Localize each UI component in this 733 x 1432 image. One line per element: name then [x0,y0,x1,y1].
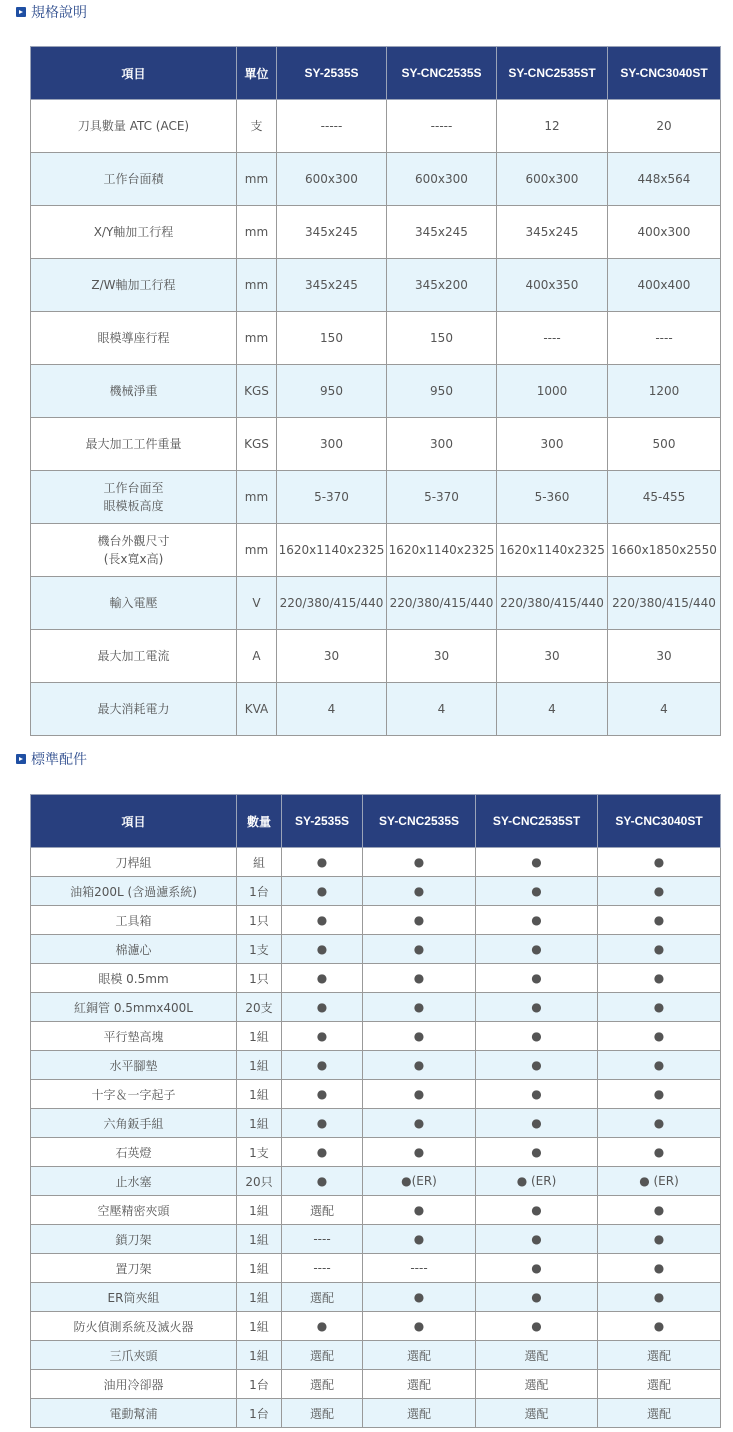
accessory-item-cell: 工具箱 [31,906,237,935]
accessory-value-cell: 選配 [598,1341,721,1370]
spec-header-unit: 單位 [237,47,277,100]
accessory-row [31,1283,721,1312]
spec-item-cell [31,206,237,259]
accessory-row [31,1312,721,1341]
accessory-value-cell: ---- [363,1254,476,1283]
accessory-value-cell: 選配 [476,1341,598,1370]
accessory-item-cell: 空壓精密夾頭 [31,1196,237,1225]
accessory-value-cell: ● [363,877,476,906]
accessory-value-cell: ● [476,1109,598,1138]
accessory-header-model: SY-CNC2535ST [476,795,598,848]
spec-value-cell: 1620x1140x2325 [387,524,497,577]
spec-value-cell: 220/380/415/440 [608,577,721,630]
accessory-value-cell: ● [282,964,363,993]
accessory-value-cell: ● [476,993,598,1022]
accessory-value-cell: ● [598,877,721,906]
accessory-header-item: 項目 [31,795,237,848]
accessory-row [31,1225,721,1254]
accessory-row [31,1370,721,1399]
spec-value-cell: 150 [277,312,387,365]
accessory-item-cell: 紅銅管 0.5mmx400L [31,993,237,1022]
accessory-value-cell: ● [363,935,476,964]
spec-value-cell: 345x245 [277,206,387,259]
accessory-value-cell: ● [363,906,476,935]
accessory-value-cell: ● [476,1080,598,1109]
spec-header-model: SY-CNC3040ST [608,47,721,100]
spec-value-cell: 345x245 [387,206,497,259]
spec-unit-cell: mm [237,259,277,312]
accessory-item-cell: 油用冷卻器 [31,1370,237,1399]
accessory-value-cell: ● [598,1051,721,1080]
spec-value-cell: 600x300 [387,153,497,206]
accessory-item-cell: 六角鈑手組 [31,1109,237,1138]
spec-item-label: 刀具數量 ATC (ACE) [77,119,190,133]
accessory-section-title-text: 標準配件 [31,752,87,768]
accessory-value-cell: ● [282,848,363,877]
spec-row [31,100,721,153]
accessory-value-cell: ● [282,1167,363,1196]
accessory-item-cell: 三爪夾頭 [31,1341,237,1370]
spec-row [31,630,721,683]
accessory-value-cell: 選配 [282,1196,363,1225]
spec-item-label: 眼模導座行程 [97,331,170,345]
spec-value-cell: 30 [277,630,387,683]
accessory-item-cell: 石英燈 [31,1138,237,1167]
spec-row [31,683,721,736]
accessory-qty-cell: 組 [237,848,282,877]
spec-value-cell: 500 [608,418,721,471]
accessory-value-cell: ● [363,1109,476,1138]
accessory-row [31,1196,721,1225]
accessory-value-cell: 選配 [363,1399,476,1428]
spec-value-cell: 345x245 [277,259,387,312]
accessory-value-cell: ● [598,964,721,993]
spec-value-cell: 345x200 [387,259,497,312]
accessory-value-cell: 選配 [363,1370,476,1399]
accessory-row [31,1254,721,1283]
accessory-value-cell: ● [363,1312,476,1341]
accessory-item-cell: 鎖刀架 [31,1225,237,1254]
spec-item-label: 工作台面至 [103,481,164,495]
spec-value-cell: 400x400 [608,259,721,312]
spec-unit-cell: mm [237,206,277,259]
spec-value-cell: 1200 [608,365,721,418]
spec-item-label: 最大加工電流 [97,649,170,663]
spec-value-cell: 1000 [497,365,608,418]
spec-unit-cell: V [237,577,277,630]
accessory-qty-cell: 1支 [237,935,282,964]
spec-unit-cell: mm [237,471,277,524]
accessory-item-cell: 十字＆一字起子 [31,1080,237,1109]
accessory-value-cell: 選配 [598,1399,721,1428]
spec-value-cell: 30 [497,630,608,683]
accessory-row [31,877,721,906]
accessory-qty-cell: 1組 [237,1196,282,1225]
spec-item-cell [31,365,237,418]
accessory-value-cell: 選配 [476,1370,598,1399]
accessory-qty-cell: 1台 [237,1370,282,1399]
spec-row [31,206,721,259]
spec-value-cell: 1660x1850x2550 [608,524,721,577]
spec-value-cell: 1620x1140x2325 [497,524,608,577]
spec-value-cell: 220/380/415/440 [497,577,608,630]
accessory-value-cell: ● [363,1022,476,1051]
accessory-value-cell: 選配 [282,1283,363,1312]
spec-header-model: SY-CNC2535ST [497,47,608,100]
spec-row [31,577,721,630]
spec-row [31,471,721,524]
spec-value-cell: 30 [608,630,721,683]
accessory-value-cell: 選配 [363,1341,476,1370]
accessory-value-cell: ● [363,964,476,993]
accessory-value-cell: ● [363,993,476,1022]
accessory-qty-cell: 1組 [237,1283,282,1312]
accessory-qty-cell: 1組 [237,1254,282,1283]
accessory-value-cell: ---- [282,1254,363,1283]
accessory-qty-cell: 1只 [237,964,282,993]
spec-value-cell: 400x300 [608,206,721,259]
spec-unit-cell: A [237,630,277,683]
spec-unit-cell: mm [237,312,277,365]
accessory-value-cell: ● [282,1051,363,1080]
accessory-value-cell: ● [598,1080,721,1109]
spec-item-cell [31,153,237,206]
spec-row [31,365,721,418]
accessory-value-cell: ● [476,877,598,906]
spec-header-model: SY-CNC2535S [387,47,497,100]
spec-value-cell: 45-455 [608,471,721,524]
accessory-row [31,1022,721,1051]
spec-value-cell: 4 [387,683,497,736]
accessory-value-cell: ● [282,1080,363,1109]
accessory-row [31,1399,721,1428]
accessory-header-qty: 數量 [237,795,282,848]
accessory-item-cell: 刀桿組 [31,848,237,877]
accessory-value-cell: ● [598,1022,721,1051]
spec-row [31,153,721,206]
spec-value-cell: 448x564 [608,153,721,206]
spec-item-label: 眼模板高度 [103,499,164,513]
spec-item-cell [31,524,237,577]
accessory-value-cell: ● [598,1312,721,1341]
accessory-qty-cell: 1組 [237,1080,282,1109]
spec-item-label: 機械淨重 [109,384,158,398]
spec-item-label: 機台外觀尺寸 [97,534,170,548]
accessory-row [31,906,721,935]
spec-row [31,312,721,365]
accessory-item-cell: 棉濾心 [31,935,237,964]
accessory-table [30,794,721,1428]
accessory-qty-cell: 1台 [237,1399,282,1428]
accessory-row [31,1109,721,1138]
accessory-item-cell: 止水塞 [31,1167,237,1196]
spec-value-cell: 30 [387,630,497,683]
accessory-value-cell: ● (ER) [476,1167,598,1196]
spec-item-label: 最大消耗電力 [97,702,170,716]
spec-section-title-text: 規格說明 [31,5,87,21]
accessory-value-cell: 選配 [598,1370,721,1399]
accessory-header-model: SY-CNC2535S [363,795,476,848]
spec-row [31,418,721,471]
spec-value-cell: 1620x1140x2325 [277,524,387,577]
spec-header-item: 項目 [31,47,237,100]
spec-header-row [31,47,721,100]
spec-value-cell: 5-370 [387,471,497,524]
accessory-value-cell: ● [598,1138,721,1167]
accessory-qty-cell: 20只 [237,1167,282,1196]
accessory-value-cell: ● [476,1138,598,1167]
accessory-value-cell: ● [282,1312,363,1341]
accessory-row [31,1051,721,1080]
accessory-row [31,1080,721,1109]
accessory-value-cell: ● [476,1022,598,1051]
spec-table [30,46,721,736]
accessory-value-cell: ● [363,1051,476,1080]
accessory-item-cell: 水平腳墊 [31,1051,237,1080]
accessory-row [31,848,721,877]
spec-item-label: X/Y軸加工行程 [93,225,174,239]
accessory-value-cell: ● [598,1109,721,1138]
spec-item-cell [31,418,237,471]
accessory-item-cell: 平行墊高塊 [31,1022,237,1051]
accessory-row [31,1167,721,1196]
accessory-qty-cell: 1組 [237,1109,282,1138]
spec-item-cell [31,577,237,630]
arrow-bullet-icon [16,7,26,17]
accessory-value-cell: ● [476,964,598,993]
accessory-value-cell: ● [282,993,363,1022]
accessory-value-cell: ● [363,1283,476,1312]
accessory-value-cell: ●(ER) [363,1167,476,1196]
accessory-value-cell: 選配 [282,1341,363,1370]
accessory-item-cell: 油箱200L (含過濾系統) [31,877,237,906]
spec-value-cell: 220/380/415/440 [277,577,387,630]
accessory-value-cell: ● [476,935,598,964]
accessory-value-cell: ● [598,848,721,877]
spec-value-cell: 4 [497,683,608,736]
spec-item-label: 工作台面積 [103,172,164,186]
spec-item-cell [31,683,237,736]
accessory-value-cell: ● [282,906,363,935]
accessory-value-cell: ● [282,1138,363,1167]
spec-item-cell [31,100,237,153]
accessory-value-cell: 選配 [476,1399,598,1428]
spec-value-cell: 4 [608,683,721,736]
accessory-value-cell: ---- [282,1225,363,1254]
spec-item-cell [31,471,237,524]
accessory-qty-cell: 1組 [237,1051,282,1080]
accessory-value-cell: ● [598,1254,721,1283]
spec-item-label: 最大加工工件重量 [85,437,182,451]
spec-value-cell: 950 [387,365,497,418]
spec-item-label: (長x寬x高) [103,552,164,566]
spec-value-cell: 5-370 [277,471,387,524]
spec-unit-cell: mm [237,524,277,577]
spec-value-cell: 20 [608,100,721,153]
spec-value-cell: 300 [497,418,608,471]
spec-value-cell: 600x300 [277,153,387,206]
accessory-value-cell: 選配 [282,1370,363,1399]
accessory-value-cell: ● [476,848,598,877]
spec-value-cell: 150 [387,312,497,365]
accessory-item-cell: 防火偵測系統及滅火器 [31,1312,237,1341]
spec-item-cell [31,259,237,312]
accessory-value-cell: ● [363,1080,476,1109]
spec-item-cell [31,630,237,683]
spec-item-cell [31,312,237,365]
accessory-value-cell: ● [282,935,363,964]
accessory-value-cell: ● [363,1138,476,1167]
spec-value-cell: ---- [497,312,608,365]
accessory-value-cell: ● [476,1254,598,1283]
accessory-row [31,993,721,1022]
accessory-item-cell: 電動幫浦 [31,1399,237,1428]
accessory-row [31,1138,721,1167]
accessory-item-cell: 置刀架 [31,1254,237,1283]
spec-item-label: 輸入電壓 [109,596,158,610]
accessory-qty-cell: 1支 [237,1138,282,1167]
arrow-bullet-icon [16,754,26,764]
accessory-value-cell: 選配 [282,1399,363,1428]
accessory-section-title [16,749,87,769]
spec-value-cell: 300 [387,418,497,471]
spec-value-cell: ----- [277,100,387,153]
accessory-header-model: SY-CNC3040ST [598,795,721,848]
accessory-value-cell: ● [598,1225,721,1254]
accessory-value-cell: ● [476,1312,598,1341]
accessory-value-cell: ● [476,1283,598,1312]
spec-value-cell: 220/380/415/440 [387,577,497,630]
accessory-qty-cell: 1組 [237,1341,282,1370]
accessory-value-cell: ● [282,1109,363,1138]
accessory-qty-cell: 1組 [237,1022,282,1051]
accessory-qty-cell: 1組 [237,1312,282,1341]
spec-section-title [16,2,87,22]
accessory-value-cell: ● [363,848,476,877]
spec-value-cell: ---- [608,312,721,365]
accessory-value-cell: ● [598,993,721,1022]
accessory-qty-cell: 1只 [237,906,282,935]
accessory-row [31,964,721,993]
accessory-value-cell: ● [598,935,721,964]
accessory-value-cell: ● [476,906,598,935]
spec-unit-cell: KVA [237,683,277,736]
spec-value-cell: 5-360 [497,471,608,524]
spec-value-cell: 600x300 [497,153,608,206]
accessory-value-cell: ● [282,877,363,906]
spec-unit-cell: KGS [237,365,277,418]
accessory-qty-cell: 1台 [237,877,282,906]
accessory-row [31,935,721,964]
accessory-value-cell: ● [598,906,721,935]
accessory-value-cell: ● [282,1022,363,1051]
accessory-row [31,1341,721,1370]
accessory-qty-cell: 20支 [237,993,282,1022]
accessory-value-cell: ● [363,1196,476,1225]
accessory-value-cell: ● [598,1196,721,1225]
spec-value-cell: ----- [387,100,497,153]
accessory-header-row [31,795,721,848]
spec-row [31,524,721,577]
spec-unit-cell: mm [237,153,277,206]
accessory-qty-cell: 1組 [237,1225,282,1254]
accessory-header-model: SY-2535S [282,795,363,848]
accessory-value-cell: ● [476,1225,598,1254]
spec-value-cell: 4 [277,683,387,736]
accessory-value-cell: ● [363,1225,476,1254]
spec-value-cell: 950 [277,365,387,418]
spec-row [31,259,721,312]
spec-header-model: SY-2535S [277,47,387,100]
spec-item-label: Z/W軸加工行程 [91,278,176,292]
spec-value-cell: 345x245 [497,206,608,259]
spec-value-cell: 400x350 [497,259,608,312]
spec-value-cell: 300 [277,418,387,471]
accessory-value-cell: ● [476,1051,598,1080]
accessory-item-cell: ER筒夾組 [31,1283,237,1312]
accessory-value-cell: ● (ER) [598,1167,721,1196]
accessory-value-cell: ● [476,1196,598,1225]
spec-unit-cell: 支 [237,100,277,153]
accessory-item-cell: 眼模 0.5mm [31,964,237,993]
spec-unit-cell: KGS [237,418,277,471]
accessory-value-cell: ● [598,1283,721,1312]
spec-value-cell: 12 [497,100,608,153]
